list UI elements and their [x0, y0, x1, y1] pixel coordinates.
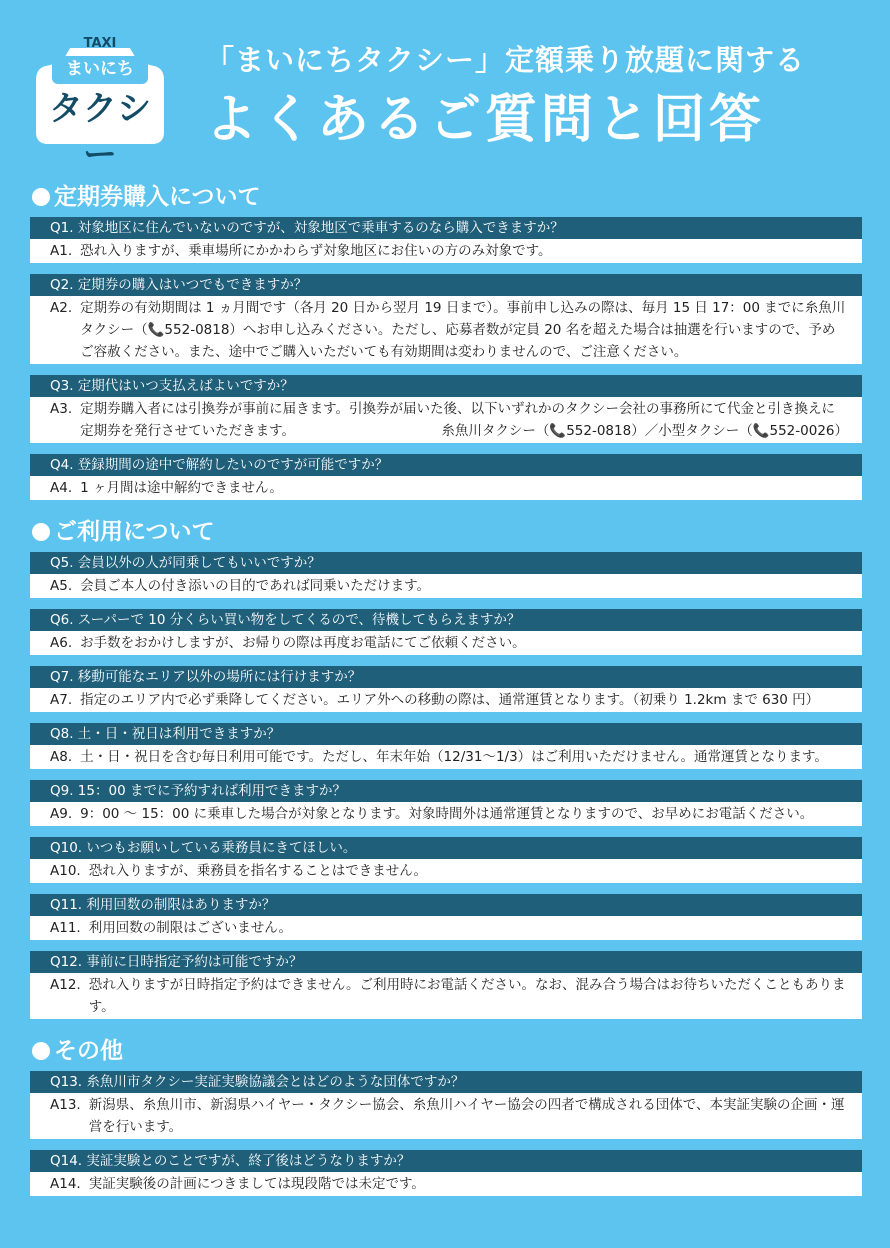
- answer-text: 土・日・祝日を含む毎日利用可能です。ただし、年末年始（12/31～1/3）はご利用いただけません。通常運賃となります。: [80, 749, 828, 765]
- answer: [30, 239, 862, 263]
- answer-label: A1.: [50, 243, 73, 259]
- logo-taxi-text: タクシー: [49, 89, 151, 175]
- answer-text: 1 ヶ月間は途中解約できません。: [80, 480, 283, 496]
- answer-label: A12.: [50, 977, 81, 993]
- answer-label: A7.: [50, 692, 73, 708]
- page-subtitle: 「まいにちタクシー」定額乗り放題に関する: [205, 43, 806, 77]
- answer-label: A11.: [50, 920, 81, 936]
- question: Q8. 土・日・祝日は利用できますか？: [30, 723, 862, 745]
- answer: [30, 916, 862, 940]
- answer-text: 恐れ入りますが日時指定予約はできません。ご利用時にお電話ください。なお、混み合う場合はお待ちいただくこともあります。: [88, 977, 846, 1015]
- question: Q7. 移動可能なエリア以外の場所には行けますか？: [30, 666, 862, 688]
- faq-item: [30, 837, 862, 883]
- answer-label: A3.: [50, 401, 73, 417]
- answer-text: 利用回数の制限はございません。: [88, 920, 293, 936]
- answer: [30, 1172, 862, 1196]
- answer-text: 定期券購入者には引換券が事前に届きます。引換券が届いた後、以下いずれかのタクシー会社の事務所にて代金と引き換えに定期券を発行させていただきます。: [80, 401, 836, 439]
- question: Q4. 登録期間の途中で解約したいのですが可能ですか？: [30, 454, 862, 476]
- faq-item: [30, 609, 862, 655]
- answer-text: お手数をおかけしますが、お帰りの際は再度お電話にてご依頼ください。: [80, 635, 526, 651]
- answer-text: 実証実験後の計画につきましては現段階では未定です。: [88, 1176, 425, 1192]
- answer-text: 恐れ入りますが、乗車場所にかかわらず対象地区にお住いの方のみ対象です。: [80, 243, 552, 259]
- answer: [30, 859, 862, 883]
- answer-label: A13.: [50, 1097, 81, 1113]
- question: Q6. スーパーで 10 分くらい買い物をしてくるので、待機してもらえますか？: [30, 609, 862, 631]
- faq-item: [30, 723, 862, 769]
- answer-label: A4.: [50, 480, 73, 496]
- answer: [30, 802, 862, 826]
- question: Q10. いつもお願いしている乗務員にきてほしい。: [30, 837, 862, 859]
- faq-item: [30, 894, 862, 940]
- question: Q13. 糸魚川市タクシー実証実験協議会とはどのような団体ですか？: [30, 1071, 862, 1093]
- answer-text: 定期券の有効期間は 1 ヵ月間です（各月 20 日から翌月 19 日まで）。事前申し込みの際は、毎月 15 日 17：00 までに糸魚川タクシー（📞552-0818）へお申し込みください。ただし、応募者数が定員 20 名を超えた場合は抽選を行いますので、予めご容赦ください。また、途中でご購入いただいても有効期間は変わりませんので、ご注意ください。: [80, 300, 846, 360]
- logo-mainichi-text: まいにち: [66, 59, 134, 79]
- section-heading: [30, 1036, 862, 1066]
- faq-content: [30, 182, 862, 1207]
- answer-label: A9.: [50, 806, 73, 822]
- answer: [30, 574, 862, 598]
- question: Q12. 事前に日時指定予約は可能ですか？: [30, 951, 862, 973]
- faq-item: [30, 375, 862, 443]
- answer-text: 9：00 ～ 15：00 に乗車した場合が対象となります。対象時間外は通常運賃となりますので、お早めにお電話ください。: [80, 806, 814, 822]
- answer-label: A14.: [50, 1176, 81, 1192]
- faq-item: [30, 454, 862, 500]
- section-heading: [30, 517, 862, 547]
- answer: [30, 973, 862, 1019]
- answer-text-wrap: [80, 398, 848, 442]
- bullet-icon: [32, 188, 50, 206]
- answer-label: A10.: [50, 863, 81, 879]
- faq-item: [30, 666, 862, 712]
- answer: [30, 397, 862, 443]
- bullet-icon: [32, 523, 50, 541]
- question: Q9. 15：00 までに予約すれば利用できますか？: [30, 780, 862, 802]
- question: Q14. 実証実験とのことですが、終了後はどうなりますか？: [30, 1150, 862, 1172]
- taxi-logo: [30, 36, 170, 175]
- logo-taxi-label: TAXI: [83, 36, 117, 51]
- question: Q2. 定期券の購入はいつでもできますか？: [30, 274, 862, 296]
- answer: [30, 476, 862, 500]
- answer-text: 恐れ入りますが、乗務員を指名することはできません。: [88, 863, 428, 879]
- section-title-text: ご利用について: [54, 519, 215, 545]
- answer-label: A5.: [50, 578, 73, 594]
- answer: [30, 296, 862, 364]
- question: Q11. 利用回数の制限はありますか？: [30, 894, 862, 916]
- answer-label: A8.: [50, 749, 73, 765]
- question: Q3. 定期代はいつ支払えばよいですか？: [30, 375, 862, 397]
- answer: [30, 631, 862, 655]
- answer-text: 指定のエリア内で必ず乗降してください。エリア外への移動の際は、通常運賃となります。（初乗り 1.2km まで 630 円）: [80, 692, 820, 708]
- question: Q1. 対象地区に住んでいないのですが、対象地区で乗車するのなら購入できますか？: [30, 217, 862, 239]
- answer: [30, 745, 862, 769]
- answer-text: 会員ご本人の付き添いの目的であれば同乗いただけます。: [80, 578, 431, 594]
- section-title-text: その他: [54, 1038, 123, 1064]
- section-title-text: 定期券購入について: [54, 184, 261, 210]
- answer-label: A2.: [50, 300, 73, 316]
- bullet-icon: [32, 1042, 50, 1060]
- section-heading: [30, 182, 862, 212]
- contact-info: 糸魚川タクシー（📞552-0818）／小型タクシー（📞552-0026）: [441, 423, 848, 439]
- question: Q5. 会員以外の人が同乗してもいいですか？: [30, 552, 862, 574]
- faq-item: [30, 780, 862, 826]
- page-title: よくあるご質問と回答: [205, 90, 766, 150]
- answer-label: A6.: [50, 635, 73, 651]
- faq-item: [30, 951, 862, 1019]
- answer: [30, 1093, 862, 1139]
- faq-item: [30, 1071, 862, 1139]
- faq-item: [30, 1150, 862, 1196]
- faq-item: [30, 274, 862, 364]
- faq-item: [30, 217, 862, 263]
- faq-item: [30, 552, 862, 598]
- answer-text: 新潟県、糸魚川市、新潟県ハイヤー・タクシー協会、糸魚川ハイヤー協会の四者で構成される団体で、本実証実験の企画・運営を行います。: [88, 1097, 845, 1135]
- answer: [30, 688, 862, 712]
